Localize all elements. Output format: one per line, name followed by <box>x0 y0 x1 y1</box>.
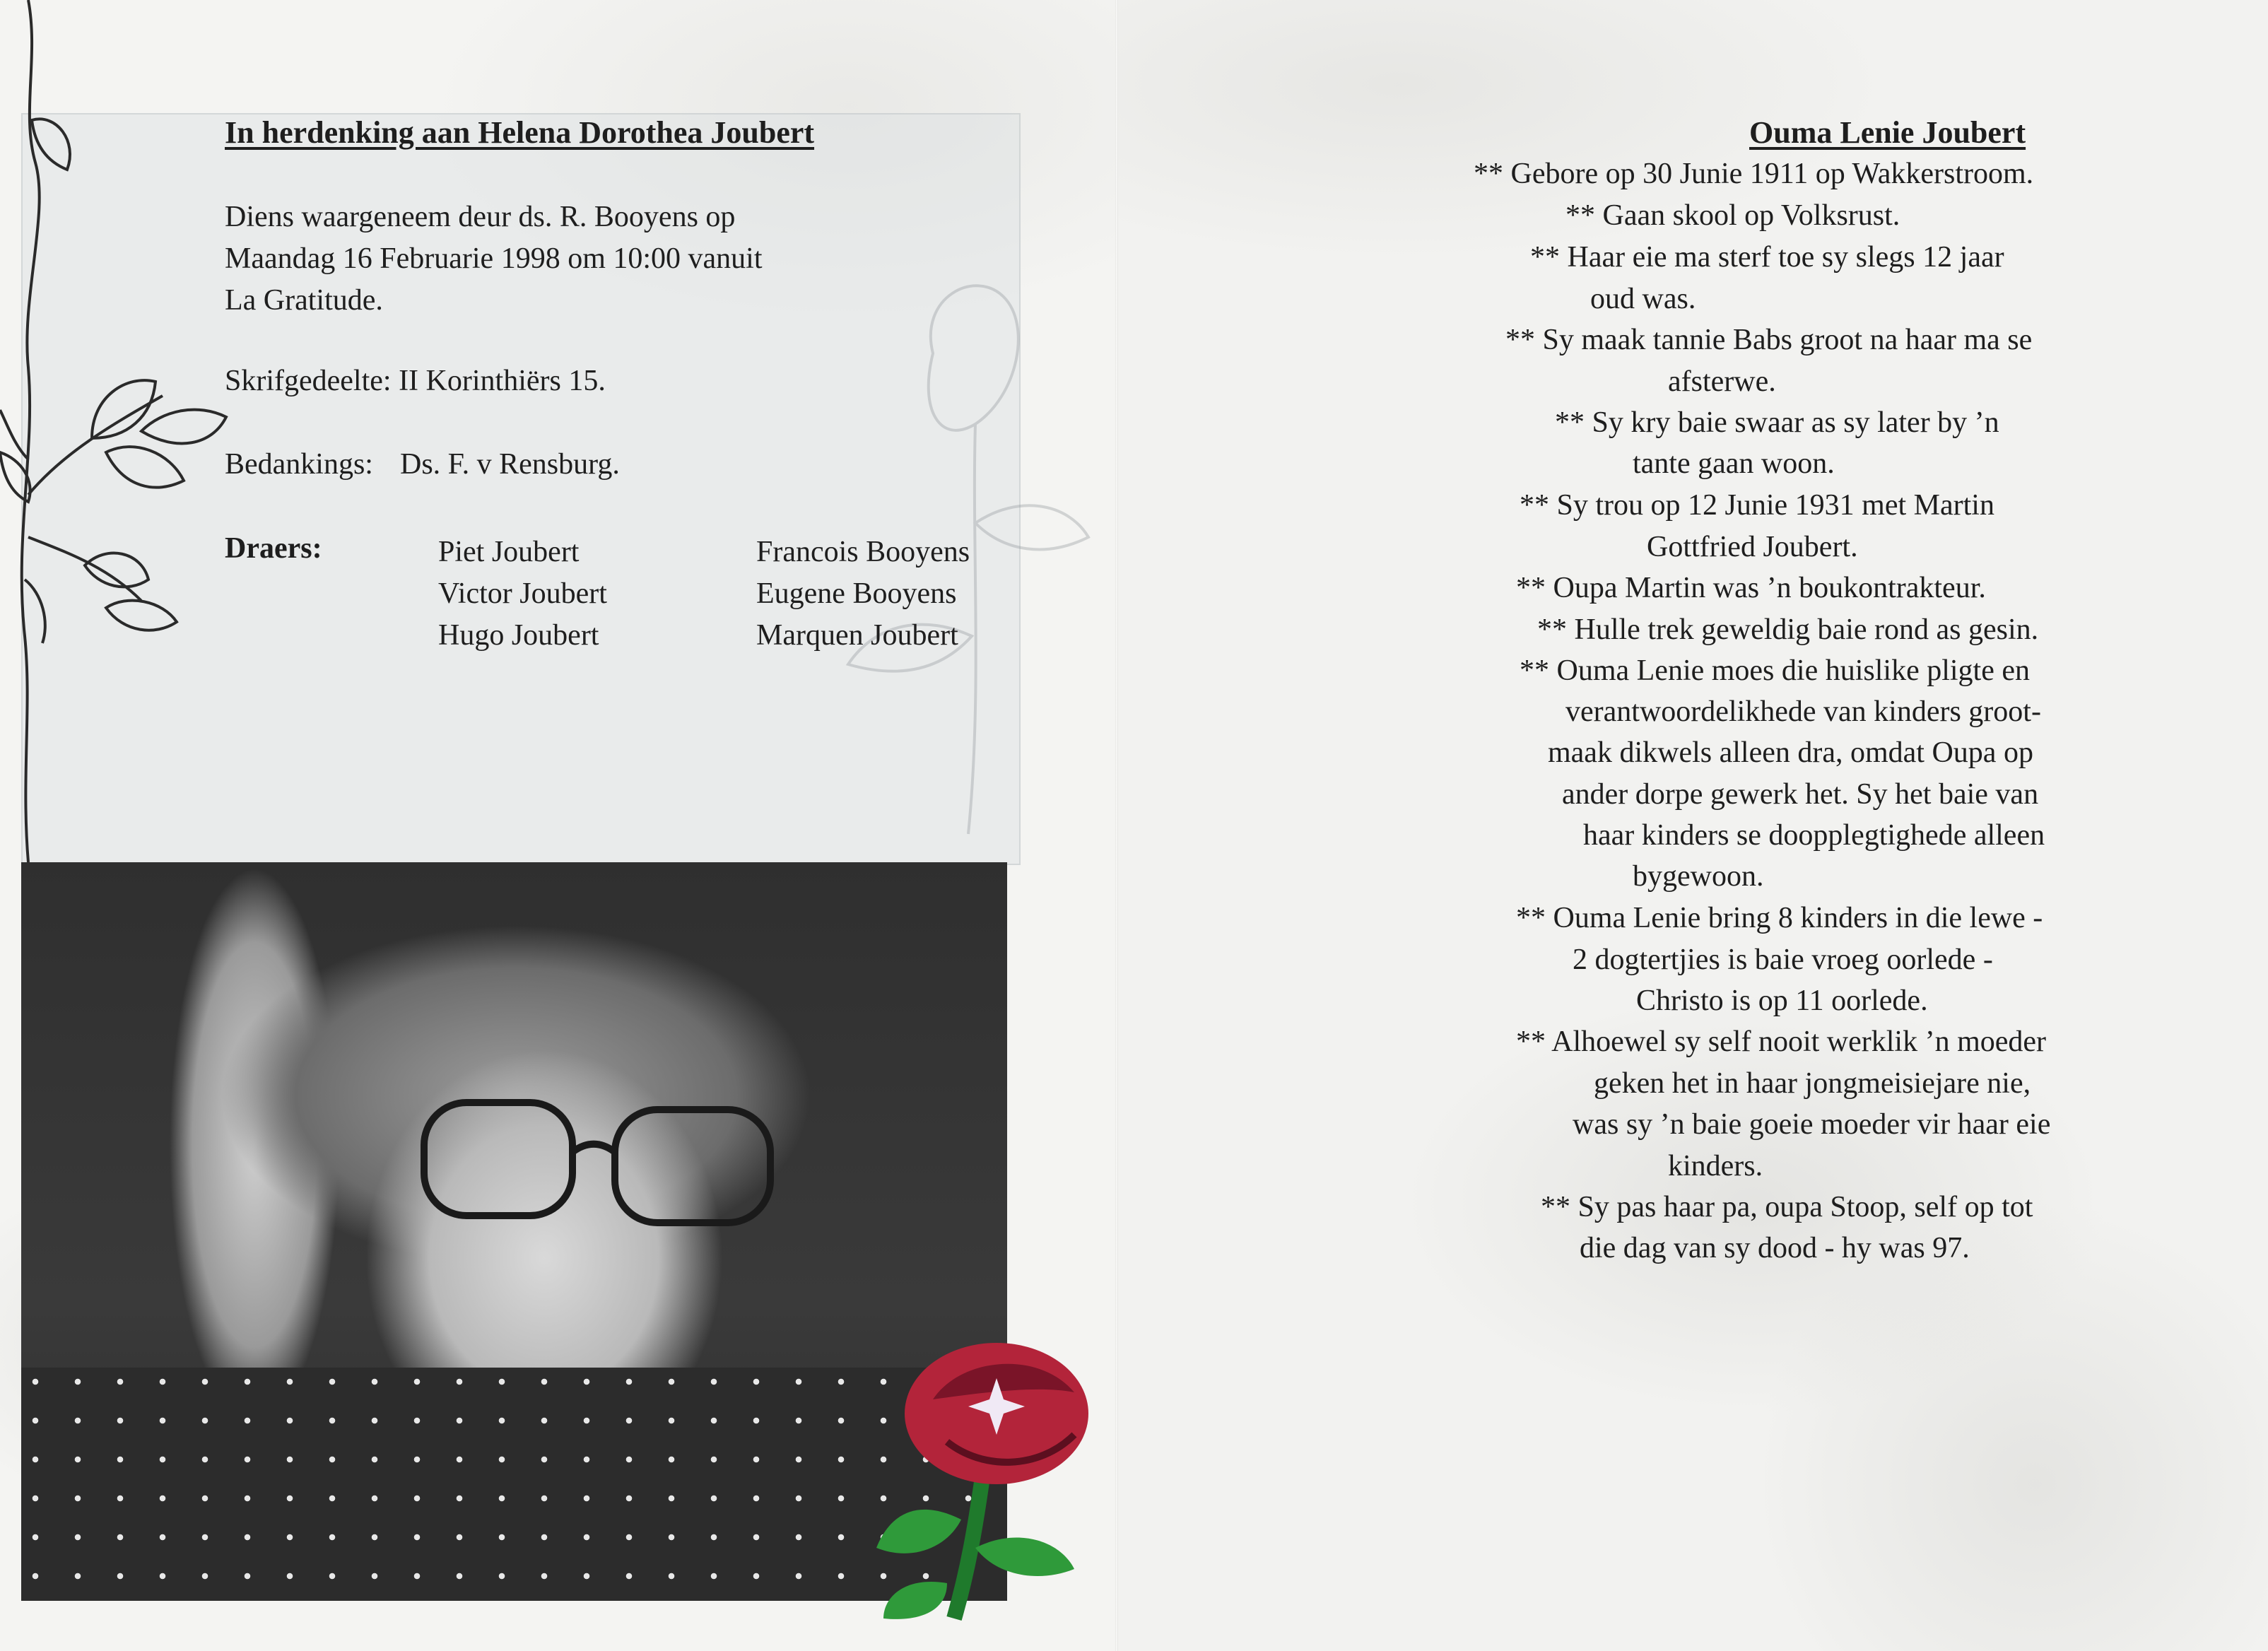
scripture-reading: Skrifgedeelte: II Korinthiërs 15. <box>225 365 606 397</box>
memorial-title: In herdenking aan Helena Dorothea Joubert <box>225 115 815 150</box>
bio-line: Christo is op 11 oorlede. <box>1636 985 1928 1017</box>
red-rose-sticker <box>876 1336 1117 1633</box>
service-details <box>225 196 932 322</box>
bio-line: ** Ouma Lenie moes die huislike pligte en <box>1520 654 2030 687</box>
bio-line: ** Sy trou op 12 Junie 1931 met Martin <box>1520 489 1994 522</box>
bio-line: oud was. <box>1590 283 1696 315</box>
bio-line: Gottfried Joubert. <box>1647 531 1858 563</box>
bio-line: die dag van sy dood - hy was 97. <box>1580 1232 1970 1264</box>
bearers-column-2 <box>756 531 970 657</box>
bearers-column-1 <box>438 531 607 657</box>
floral-dress <box>21 1368 1007 1601</box>
bio-line: ** Hulle trek geweldig baie rond as gesin. <box>1537 613 2039 646</box>
biography-title: Ouma Lenie Joubert <box>1749 115 2026 150</box>
bio-line: ** Sy maak tannie Babs groot na haar ma se <box>1505 324 2033 356</box>
bearers-label: Draers: <box>225 532 322 565</box>
bearer-name: Victor Joubert <box>438 577 607 610</box>
bearer-name: Marquen Joubert <box>756 619 958 652</box>
thanks-line <box>225 447 620 481</box>
bio-line: ** Ouma Lenie bring 8 kinders in die lewe - <box>1516 902 2043 934</box>
bio-line: haar kinders se doopplegtighede alleen <box>1583 819 2045 852</box>
bio-line: was sy ’n baie goeie moeder vir haar eie <box>1573 1108 2051 1141</box>
service-line: Maandag 16 Februarie 1998 om 10:00 vanuit <box>225 242 763 275</box>
service-line: La Gratitude. <box>225 284 383 317</box>
bearer-name: Hugo Joubert <box>438 619 599 652</box>
bio-line: verantwoordelikhede van kinders groot- <box>1565 695 2041 728</box>
bearer-name: Piet Joubert <box>438 536 580 568</box>
bio-line: ** Oupa Martin was ’n boukontrakteur. <box>1516 572 1986 604</box>
thanks-label: Bedankings: <box>225 448 373 481</box>
bio-line: ander dorpe gewerk het. Sy het baie van <box>1562 778 2039 811</box>
bio-line: tante gaan woon. <box>1633 447 1835 480</box>
service-line: Diens waargeneem deur ds. R. Booyens op <box>225 201 736 233</box>
bio-line: ** Haar eie ma sterf toe sy slegs 12 jaar <box>1530 241 2004 274</box>
bio-line: ** Sy pas haar pa, oupa Stoop, self op tot <box>1541 1191 2033 1223</box>
bio-line: kinders. <box>1668 1150 1763 1182</box>
eyeglasses-drawing <box>417 1074 799 1237</box>
bio-line: ** Gaan skool op Volksrust. <box>1565 199 1900 232</box>
bio-line: maak dikwels alleen dra, omdat Oupa op <box>1548 736 2033 769</box>
bearer-name: Francois Booyens <box>756 536 970 568</box>
bearer-name: Eugene Booyens <box>756 577 957 610</box>
portrait-photo <box>21 862 1007 1601</box>
bio-line: afsterwe. <box>1668 365 1776 398</box>
bio-line: geken het in haar jongmeisiejare nie, <box>1594 1067 2031 1100</box>
thanks-name: Ds. F. v Rensburg. <box>399 448 620 481</box>
rose-vine-drawing <box>0 0 240 876</box>
bio-line: ** Alhoewel sy self nooit werklik ’n moeder <box>1516 1026 2047 1058</box>
bio-line: ** Gebore op 30 Junie 1911 op Wakkerstroom. <box>1474 158 2034 190</box>
bio-line: ** Sy kry baie swaar as sy later by ’n <box>1555 406 1999 439</box>
bio-line: 2 dogtertjies is baie vroeg oorlede - <box>1573 944 1993 976</box>
bio-line: bygewoon. <box>1633 860 1764 893</box>
